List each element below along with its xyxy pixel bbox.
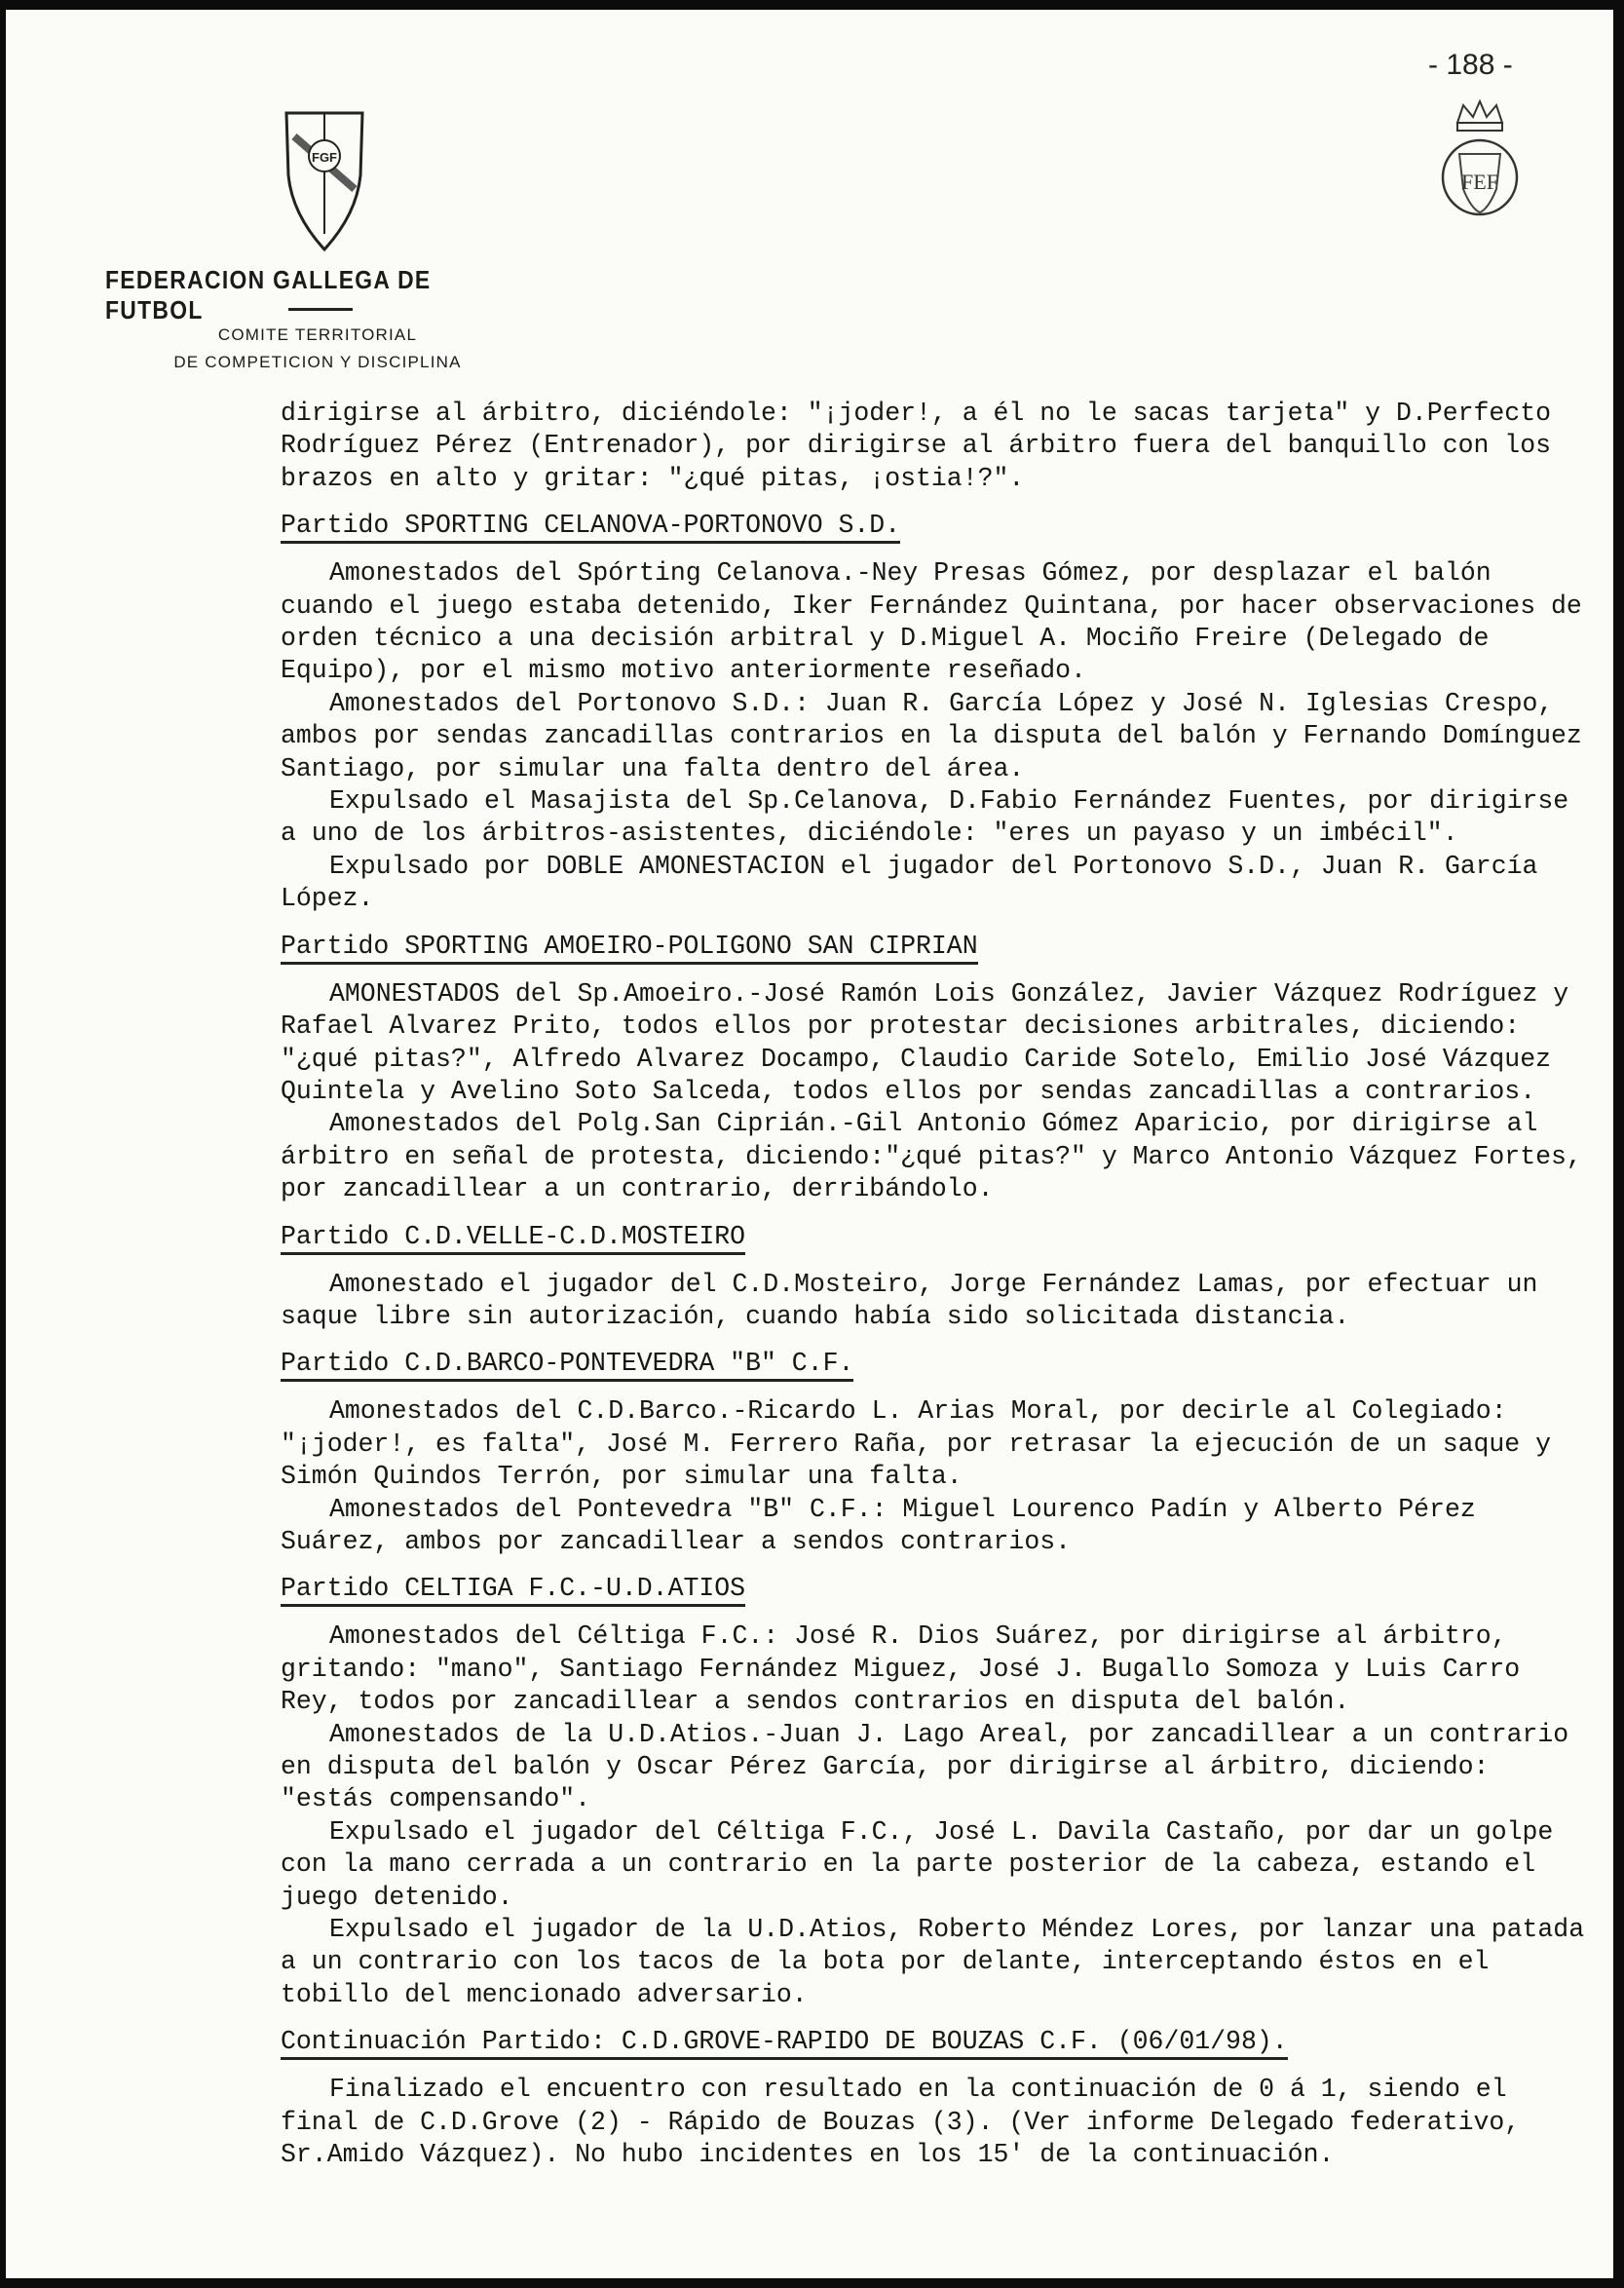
crown-emblem-logo xyxy=(1438,95,1522,222)
section-amoeiro-poligono xyxy=(281,916,1598,1206)
section-paragraph: Amonestados de la U.D.Atios.-Juan J. Lago Areal, por zancadillear a un contrario en disputa del balón y Oscar Pérez García, por dirigirse al árbitro, diciendo: "estás compensando". xyxy=(281,1719,1585,1814)
document-page xyxy=(6,10,1613,2278)
shield-logo-letters: FGF xyxy=(312,150,337,165)
section-paragraph: Amonestados del C.D.Barco.-Ricardo L. Arias Moral, por decirle al Colegiado: "¡joder!, es falta", José M. Ferrero Raña, por retrasar la ejecución de un saque y Simón Quindos Terrón, por simular una falta. xyxy=(281,1396,1567,1492)
section-paragraph: Expulsado el jugador del Céltiga F.C., José L. Davila Castaño, por dar un golpe con la mano cerrada a un contrario en la parte posterior de la cabeza, estando el juego detenido. xyxy=(281,1816,1569,1912)
section-heading: Partido CELTIGA F.C.-U.D.ATIOS xyxy=(281,1574,745,1607)
crown-emblem-letters: FEF xyxy=(1461,170,1498,194)
section-heading: Partido C.D.BARCO-PONTEVEDRA "B" C.F. xyxy=(281,1349,853,1382)
title-divider xyxy=(288,308,353,311)
section-paragraph: Amonestados del Spórting Celanova.-Ney Presas Gómez, por desplazar el balón cuando el juego estaba detenido, Iker Fernández Quintana, por hacer observaciones de orden técnico a una decisión arbitral y D.Miguel A. Mociño Freire (Delegado de Equipo), por el mismo motivo anteriormente reseñado. xyxy=(281,558,1598,686)
committee-line-2: DE COMPETICION Y DISCIPLINA xyxy=(173,353,462,371)
page-number: - 188 - xyxy=(1428,49,1513,81)
committee-line-1: COMITE TERRITORIAL xyxy=(217,325,418,344)
section-paragraph: Amonestados del Portonovo S.D.: Juan R. García López y José N. Iglesias Crespo, ambos por sendas zancadillas contrarios en la disputa del balón y Fernando Domínguez Santiago, por simular una falta dentro del área. xyxy=(281,688,1598,783)
section-heading: Partido SPORTING CELANOVA-PORTONOVO S.D. xyxy=(281,511,900,544)
intro-paragraph: dirigirse al árbitro, diciéndole: "¡joder!, a él no le sacas tarjeta" y D.Perfecto Rodríguez Pérez (Entrenador), por dirigirse al árbitro fuera del banquillo con los brazos en alto y gritar: "¿qué pitas, ¡ostia!?". xyxy=(281,399,1567,493)
section-heading: Continuación Partido: C.D.GROVE-RAPIDO DE BOUZAS C.F. (06/01/98). xyxy=(281,2027,1288,2060)
section-paragraph: Expulsado por DOBLE AMONESTACION el jugador del Portonovo S.D., Juan R. García López. xyxy=(281,851,1554,914)
federation-title: FEDERACION GALLEGA DE FUTBOL xyxy=(105,265,432,324)
section-celtiga-atios xyxy=(281,1558,1601,2011)
section-paragraph: Expulsado el jugador de la U.D.Atios, Roberto Méndez Lores, por lanzar una patada a un contrario con los tacos de la bota por delante, interceptando éstos en el tobillo del mencionado adversario. xyxy=(281,1915,1601,2009)
section-paragraph: AMONESTADOS del Sp.Amoeiro.-José Ramón Lois González, Javier Vázquez Rodríguez y Rafael Alvarez Prito, todos ellos por protestar decisiones arbitrales, diciendo: "¿qué pitas?", Alfredo Alvarez Docampo, Claudio Caride Sotelo, Emilio José Vázquez Quintela y Avelino Soto Salceda, todos ellos por sendas zancadillas a contrarios. xyxy=(281,978,1585,1106)
section-paragraph: Amonestados del Pontevedra "B" C.F.: Miguel Lourenco Padín y Alberto Pérez Suárez, ambos por zancadillear a sendos contrarios. xyxy=(281,1494,1492,1556)
section-celanova-portonovo xyxy=(281,495,1598,915)
section-grove-rapido-bouzas xyxy=(281,2011,1586,2171)
section-paragraph: Amonestado el jugador del C.D.Mosteiro, Jorge Fernández Lamas, por efectuar un saque libre sin autorización, cuando había sido solicitada distancia. xyxy=(281,1269,1554,1331)
document-body xyxy=(281,398,1601,2171)
section-paragraph: Expulsado el Masajista del Sp.Celanova, D.Fabio Fernández Fuentes, por dirigirse a uno de los árbitros-asistentes, diciéndole: "eres un payaso y un imbécil". xyxy=(281,786,1585,849)
section-paragraph: Finalizado el encuentro con resultado en la continuación de 0 á 1, siendo el final de C.D.Grove (2) - Rápido de Bouzas (3). (Ver informe Delegado federativo, Sr.Amido Vázquez). No hubo incidentes en los 15' de la continuación. xyxy=(281,2075,1536,2170)
section-paragraph: Amonestados del Céltiga F.C.: José R. Dios Suárez, por dirigirse al árbitro, gritando: "mano", Santiago Fernández Miguez, José J. Bugallo Somoza y Luis Carro Rey, todos por zancadillear a sendos contrarios en disputa del balón. xyxy=(281,1621,1536,1717)
section-barco-pontevedra xyxy=(281,1333,1586,1558)
section-paragraph: Amonestados del Polg.San Ciprián.-Gil Antonio Gómez Aparicio, por dirigirse al árbitro en señal de protesta, diciendo:"¿qué pitas?" y Marco Antonio Vázquez Fortes, por zancadillear a un contrario, derribándolo. xyxy=(281,1109,1598,1204)
section-heading: Partido SPORTING AMOEIRO-POLIGONO SAN CIPRIAN xyxy=(281,932,978,965)
section-velle-mosteiro xyxy=(281,1206,1586,1334)
section-heading: Partido C.D.VELLE-C.D.MOSTEIRO xyxy=(281,1222,745,1255)
federation-shield-logo xyxy=(281,107,368,253)
